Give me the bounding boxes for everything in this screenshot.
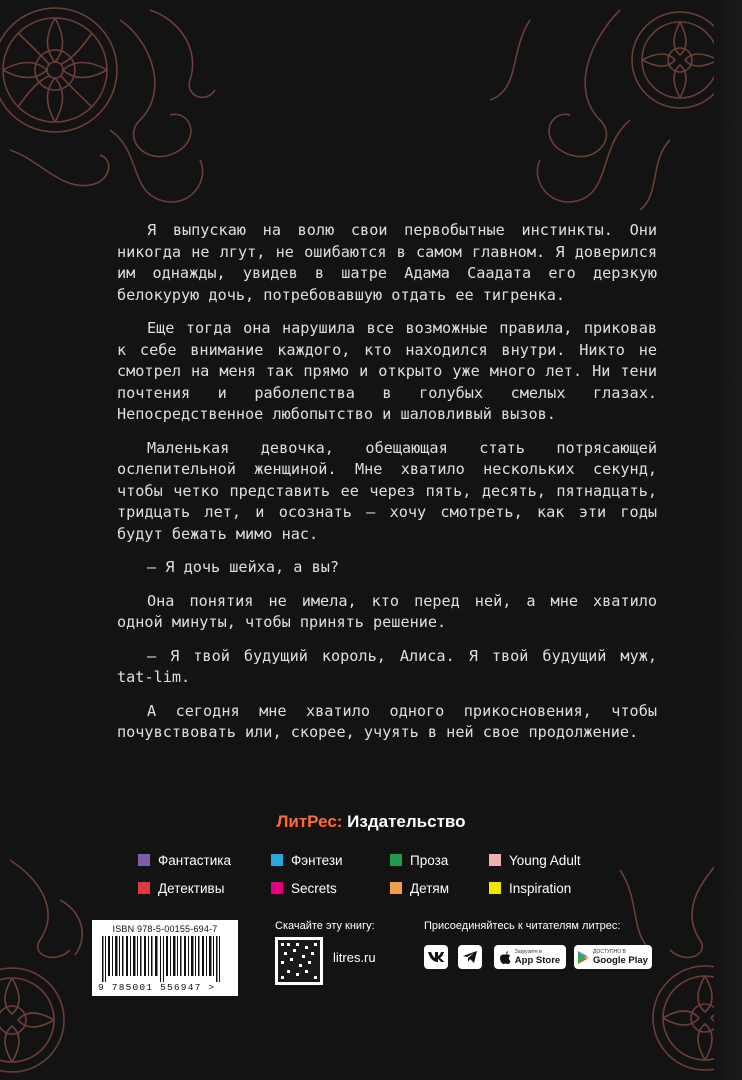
genre-item (271, 880, 390, 896)
genre-label: Inspiration (509, 880, 572, 896)
ornament-top-left (0, 0, 240, 220)
genre-swatch (271, 882, 283, 894)
genre-label: Детективы (158, 880, 225, 896)
back-cover-blurb (117, 220, 657, 756)
genre-swatch (390, 882, 402, 894)
download-label: Скачайте эту книгу: (275, 920, 375, 932)
publisher-logo (0, 812, 742, 832)
blurb-paragraph: — Я дочь шейха, а вы? (147, 558, 340, 576)
genre-item (138, 852, 271, 868)
genre-item (138, 880, 271, 896)
join-readers-label: Присоединяйтесь к читателям литрес: (424, 920, 621, 932)
genre-list (138, 852, 618, 896)
genre-item (390, 852, 489, 868)
blurb-paragraph: Маленькая девочка, обещающая стать потрясающей ослепительной женщиной. Мне хватило нескольких секунд, чтобы четко представить ее через пять, десять, пятнадцать, тридцать лет, и осознать — хочу смотреть, как эти годы будут бежать мимо нас. (117, 438, 657, 543)
qr-code-icon[interactable] (275, 937, 323, 985)
google-play-label: Google Play (593, 954, 648, 966)
isbn-barcode-box (92, 920, 238, 996)
genre-item (390, 880, 489, 896)
genre-swatch (390, 854, 402, 866)
genre-swatch (489, 854, 501, 866)
genre-item (489, 852, 618, 868)
google-play-icon (578, 951, 589, 964)
genre-swatch (138, 854, 150, 866)
page-edge (714, 0, 742, 1080)
app-store-button[interactable] (494, 945, 566, 969)
genre-label: Young Adult (509, 852, 581, 868)
app-store-label: App Store (514, 954, 561, 966)
publisher-brand-accent: ЛитРес: (276, 812, 343, 831)
blurb-paragraph: — Я твой будущий король, Алиса. Я твой будущий муж, tat-lim. (117, 646, 657, 686)
google-play-small: ДОСТУПНО В (593, 948, 626, 955)
blurb-paragraph: Еще тогда она нарушила все возможные правила, приковав к себе внимание каждого, кто находился внутри. Никто не смотрел на меня так прямо и открыто уже много лет. Ни тени почтения и раболепства в голубых смелых глазах. Непосредственное любопытство и шаловливый вызов. (117, 319, 657, 423)
telegram-icon[interactable] (458, 945, 482, 969)
barcode-number: 9 785001 556947 > (98, 982, 216, 993)
app-store-small: Загрузите в (514, 948, 542, 955)
blurb-paragraph: Я выпускаю на волю свои первобытные инстинкты. Они никогда не лгут, не ошибаются в самом главном. Я доверился им однажды, увидев в шатре Адама Саадата его дерзкую белокурую дочь, потребовавшую отдать ее тигренка. (117, 221, 657, 304)
genre-item (271, 852, 390, 868)
blurb-paragraph: Она понятия не имела, кто перед ней, а мне хватило одной минуты, чтобы принять решение. (117, 591, 657, 631)
vk-icon[interactable] (424, 945, 448, 969)
google-play-button[interactable] (574, 945, 652, 969)
genre-label: Фэнтези (291, 852, 343, 868)
genre-item (489, 880, 618, 896)
genre-label: Secrets (291, 880, 337, 896)
barcode-icon (100, 936, 230, 982)
genre-label: Фантастика (158, 852, 231, 868)
blurb-paragraph: А сегодня мне хватило одного прикосновения, чтобы почувствовать или, скорее, учуять в ней свое продолжение. (117, 701, 657, 741)
genre-label: Детям (410, 880, 449, 896)
genre-swatch (271, 854, 283, 866)
ornament-top-right (470, 0, 720, 220)
isbn-label: ISBN 978-5-00155-694-7 (112, 924, 218, 934)
apple-icon (500, 951, 511, 964)
ornament-bottom-left (0, 840, 100, 1080)
publisher-brand-name: Издательство (347, 812, 466, 831)
genre-swatch (489, 882, 501, 894)
genre-swatch (138, 882, 150, 894)
litres-link[interactable]: litres.ru (333, 950, 376, 965)
genre-label: Проза (410, 852, 449, 868)
